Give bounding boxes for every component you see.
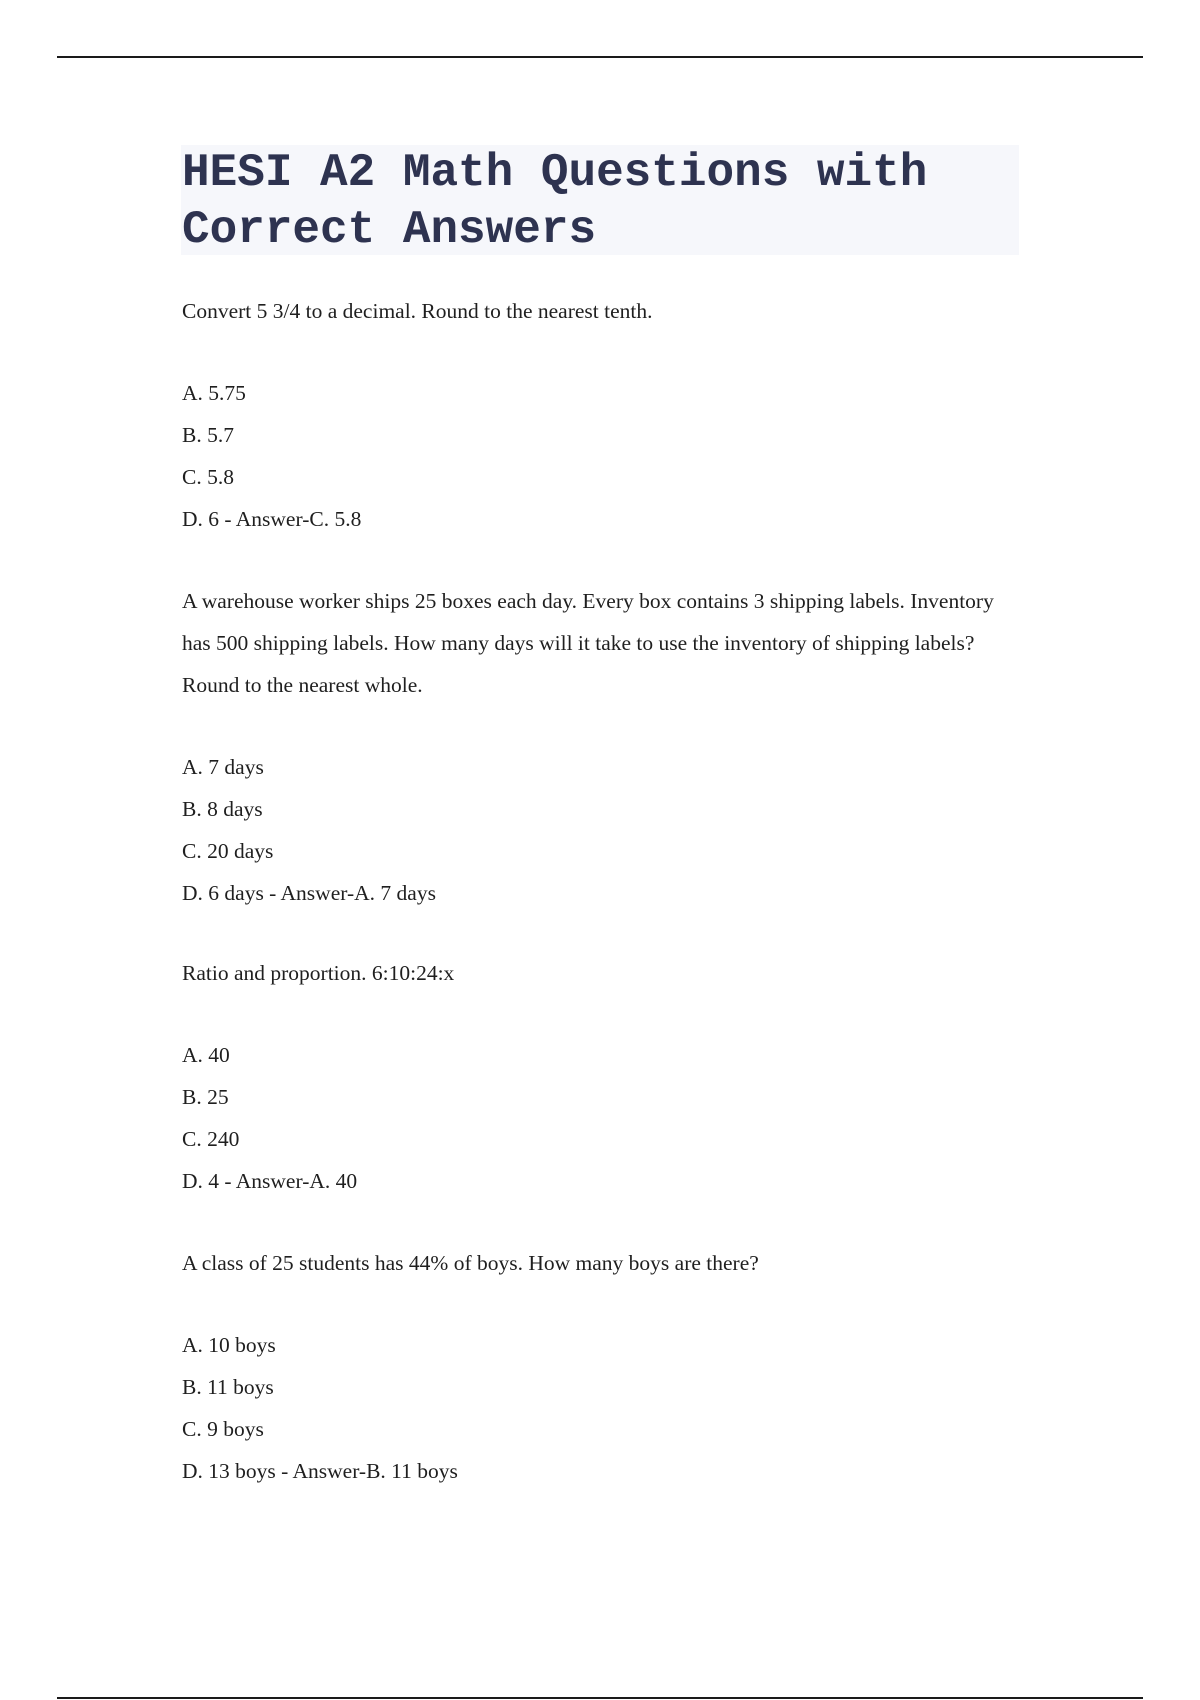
option-d-with-answer: D. 6 days - Answer-A. 7 days <box>182 881 436 905</box>
question-list <box>182 290 1022 1492</box>
question-block <box>182 580 1022 914</box>
option-d-with-answer: D. 4 - Answer-A. 40 <box>182 1169 358 1193</box>
top-rule <box>57 56 1143 58</box>
answer-options <box>182 1034 1022 1202</box>
answer-options <box>182 372 1022 540</box>
option-b: B. 5.7 <box>182 423 234 447</box>
title-block <box>181 145 1019 255</box>
answer-options <box>182 746 1022 914</box>
option-b: B. 25 <box>182 1085 229 1109</box>
question-block <box>182 1242 1022 1492</box>
question-block <box>182 952 1022 1202</box>
option-a: A. 40 <box>182 1043 230 1067</box>
bottom-rule <box>57 1697 1143 1699</box>
question-text: A warehouse worker ships 25 boxes each day. Every box contains 3 shipping labels. Inventory has 500 shipping labels. How many days will it take to use the inventory of shipping labels? Round to the nearest whole. <box>182 589 994 697</box>
answer-options <box>182 1324 1022 1492</box>
question-text: Ratio and proportion. 6:10:24:x <box>182 961 455 985</box>
option-a: A. 10 boys <box>182 1333 276 1357</box>
option-c: C. 5.8 <box>182 465 234 489</box>
question-block <box>182 290 1022 540</box>
option-c: C. 9 boys <box>182 1417 264 1441</box>
option-a: A. 5.75 <box>182 381 246 405</box>
option-d-with-answer: D. 13 boys - Answer-B. 11 boys <box>182 1459 458 1483</box>
option-d-with-answer: D. 6 - Answer-C. 5.8 <box>182 507 362 531</box>
page-title: HESI A2 Math Questions with Correct Answers <box>182 147 928 256</box>
option-b: B. 11 boys <box>182 1375 274 1399</box>
option-c: C. 240 <box>182 1127 240 1151</box>
question-text: Convert 5 3/4 to a decimal. Round to the nearest tenth. <box>182 299 653 323</box>
option-c: C. 20 days <box>182 839 274 863</box>
option-b: B. 8 days <box>182 797 263 821</box>
question-text: A class of 25 students has 44% of boys. How many boys are there? <box>182 1251 759 1275</box>
option-a: A. 7 days <box>182 755 264 779</box>
